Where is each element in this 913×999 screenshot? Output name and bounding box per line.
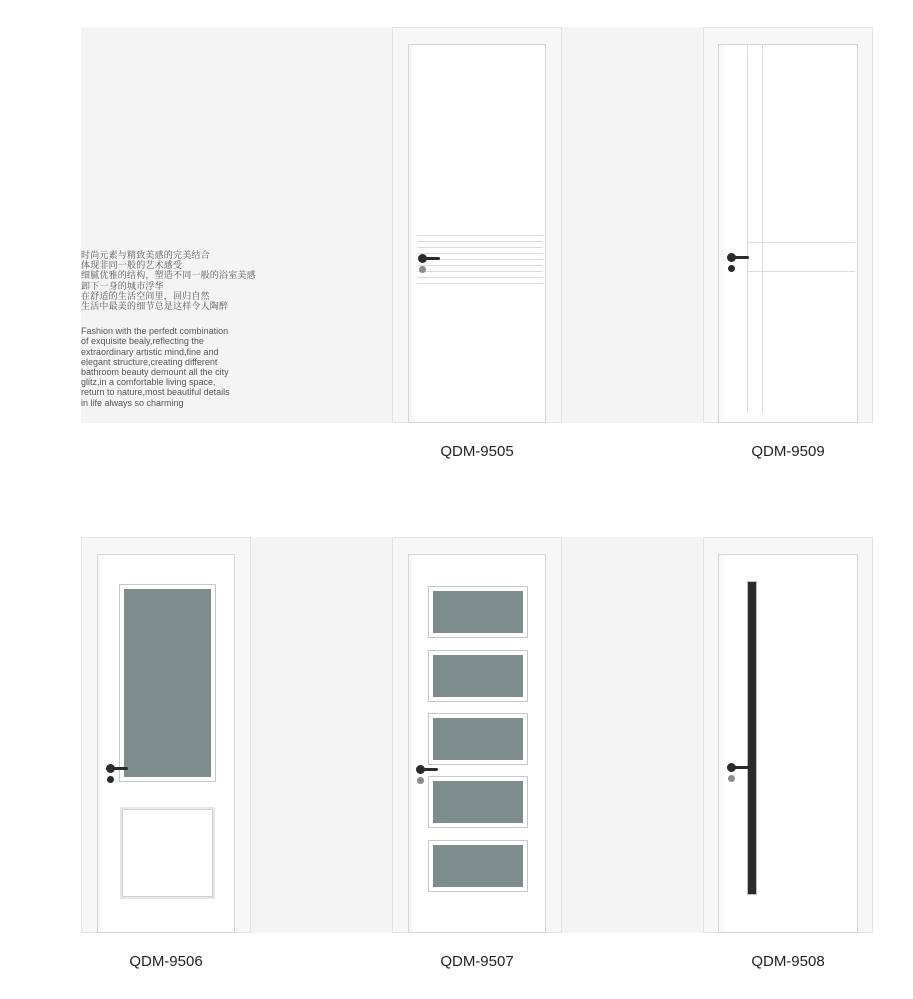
black-strip (747, 581, 757, 895)
horizontal-groove (417, 283, 543, 284)
door-leaf (718, 554, 858, 933)
handle-lever (422, 768, 438, 771)
raised-panel (120, 807, 215, 899)
glass-panel (429, 714, 527, 764)
product-qdm-9509[interactable] (703, 27, 873, 467)
horizontal-groove (747, 242, 855, 243)
product-caption: QDM-9506 (129, 953, 203, 970)
horizontal-groove (417, 235, 543, 236)
glass-panel (429, 777, 527, 827)
intro-en-line: return to nature,most beautiful details (81, 387, 230, 398)
product-qdm-9505[interactable] (392, 27, 562, 467)
vertical-groove (747, 45, 748, 413)
glass-panel (429, 651, 527, 701)
intro-en-line: in life always so charming (81, 397, 184, 408)
intro-en-line: extraordinary artistic mind,fine and (81, 346, 219, 357)
handle-lever (424, 257, 440, 260)
product-qdm-9506[interactable] (81, 537, 251, 977)
intro-en-line: of exquisite bealy,reflecting the (81, 336, 204, 347)
horizontal-groove (417, 253, 543, 254)
intro-zh-line: 生活中最美的细节总是这样令人陶醉 (81, 301, 229, 312)
horizontal-groove (747, 271, 855, 272)
handle-lever (733, 766, 749, 769)
product-caption: QDM-9508 (751, 953, 825, 970)
product-qdm-9507[interactable] (392, 537, 562, 977)
intro-zh-line: 在舒适的生活空间里，回归自然 (81, 290, 210, 301)
door-leaf (718, 44, 858, 423)
door-leaf (408, 44, 546, 423)
vertical-groove (762, 45, 763, 413)
handle-lever (112, 767, 128, 770)
horizontal-groove (417, 241, 543, 242)
intro-en-line: elegant structure,creating different (81, 356, 218, 367)
intro-chinese (81, 250, 281, 311)
product-qdm-9508[interactable] (703, 537, 873, 977)
lock-icon (728, 775, 735, 782)
intro-english (81, 326, 281, 408)
horizontal-groove (417, 277, 543, 278)
lock-icon (728, 265, 735, 272)
intro-zh-line: 时尚元素与精致美感的完美结合 (81, 250, 210, 260)
door-leaf (408, 554, 546, 933)
glass-panel (120, 585, 215, 781)
horizontal-groove (417, 271, 543, 272)
horizontal-groove (417, 247, 543, 248)
intro-zh-line: 体现非同一般的艺术感受 (81, 260, 183, 271)
lock-icon (107, 776, 114, 783)
intro-en-line: Fashion with the perfedt combination (81, 326, 229, 337)
product-caption: QDM-9507 (440, 953, 514, 970)
glass-panel (429, 841, 527, 891)
lock-icon (419, 266, 426, 273)
lock-icon (417, 777, 424, 784)
intro-text (81, 250, 281, 408)
product-caption: QDM-9509 (751, 443, 825, 460)
handle-lever (733, 256, 749, 259)
intro-zh-line: 细腻优雅的结构，塑造不同一般的浴室美感 (81, 270, 256, 281)
door-leaf (97, 554, 235, 933)
intro-en-line: glitz,in a comfortable living space, (81, 377, 216, 388)
horizontal-groove (417, 265, 543, 266)
intro-zh-line: 卸下一身的城市浮华 (81, 280, 164, 291)
glass-panel (429, 587, 527, 637)
intro-en-line: bathroom beauty demount all the city (81, 367, 229, 378)
product-caption: QDM-9505 (440, 443, 514, 460)
